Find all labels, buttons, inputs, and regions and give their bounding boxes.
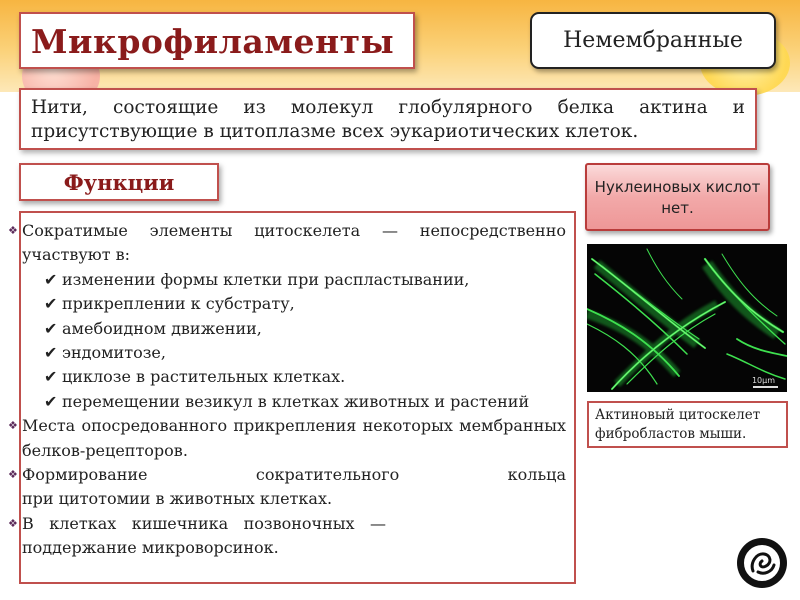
function-ring-line2: при цитотомии в животных клетках.: [22, 489, 333, 509]
fiber-image: [587, 244, 787, 392]
title-box: [19, 12, 415, 69]
definition-text: Нити, состоящие из молекул глобулярного белка актина и присутствующие в цитоплазме всех эукариотических клеток.: [31, 97, 745, 142]
function-contractile: Сократимые элементы цитоскелета — непосредственно участвуют в:: [22, 221, 566, 265]
functions-list: [8, 219, 566, 561]
logo-mark: [744, 545, 780, 581]
category-badge: Немембранные: [530, 12, 776, 69]
scale-label: 10μm: [751, 376, 775, 385]
slide-title: Микрофиламенты: [31, 22, 395, 61]
function-ring-line1: Формирование сократительного кольца: [22, 465, 566, 485]
sub-item-text: перемещении везикул в клетках животных и растений: [62, 391, 530, 411]
scale-bar: [753, 386, 778, 388]
list-item: [8, 414, 566, 463]
sub-list-item: [8, 268, 566, 292]
sub-item-text: прикреплении к субстрату,: [62, 294, 295, 314]
check-mark-icon: ✔: [44, 318, 58, 338]
sub-list-item: [8, 317, 566, 341]
functions-heading: Функции: [63, 170, 175, 195]
functions-list-box: [8, 211, 576, 584]
sub-list-item: [8, 341, 566, 365]
sub-list-item: [8, 365, 566, 389]
image-caption: Актиновый цитоскелет фибробластов мыши.: [587, 401, 788, 448]
check-mark-icon: ✔: [44, 294, 58, 314]
site-logo-icon[interactable]: [737, 538, 787, 588]
list-item: [8, 219, 566, 268]
list-item: [8, 512, 566, 561]
diamond-cluster-icon: ❖: [8, 419, 18, 433]
check-mark-icon: ✔: [44, 343, 58, 363]
function-contractile-ring: [22, 463, 566, 512]
list-item: [8, 463, 566, 512]
function-microvilli: В клетках кишечника позвоночных — поддержание микроворсинок.: [22, 513, 386, 558]
sub-item-text: амебоидном движении,: [62, 318, 262, 338]
check-mark-icon: ✔: [44, 391, 58, 411]
function-receptor-attachment: Места опосредованного прикрепления некоторых мембранных белков-рецепторов.: [22, 416, 566, 460]
diamond-cluster-icon: ❖: [8, 516, 18, 530]
check-mark-icon: ✔: [44, 269, 58, 289]
check-mark-icon: ✔: [44, 367, 58, 387]
sub-item-text: эндомитозе,: [62, 343, 166, 363]
functions-heading-box: [19, 163, 219, 201]
nucleic-acid-note: Нуклеиновых кислот нет.: [585, 163, 770, 231]
logo-inner: [742, 543, 782, 583]
sub-list-item: [8, 390, 566, 414]
diamond-cluster-icon: ❖: [8, 468, 18, 482]
sub-item-text: изменении формы клетки при распластывании,: [62, 269, 470, 289]
sub-list-item: [8, 292, 566, 316]
sub-item-text: циклозе в растительных клетках.: [62, 367, 346, 387]
diamond-cluster-icon: ❖: [8, 224, 18, 237]
definition-box: [19, 88, 757, 150]
actin-cytoskeleton-micrograph: [587, 244, 787, 392]
